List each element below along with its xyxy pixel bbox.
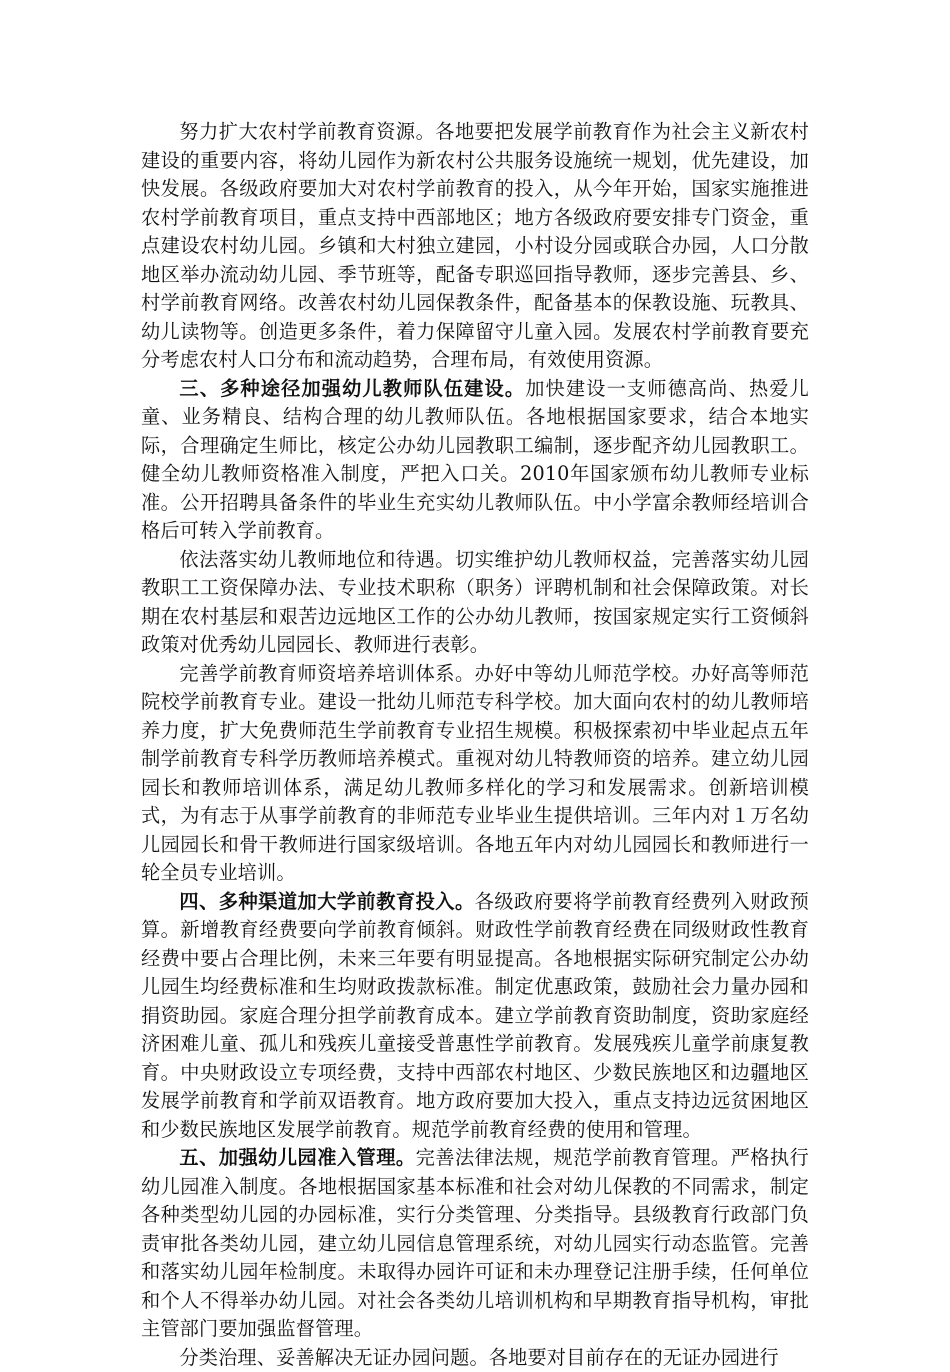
paragraph-section-4-funding [141, 888, 809, 1145]
section-heading: 四、多种渠道加大学前教育投入。 [179, 890, 474, 913]
paragraph-section-3-teachers [141, 375, 809, 546]
paragraph-section-5-admission [141, 1144, 809, 1344]
paragraph-teacher-training [141, 660, 809, 888]
paragraph-text: 完善学前教育师资培养培训体系。办好中等幼儿师范学校。办好高等师范院校学前教育专业。建设一批幼儿师范专科学校。加大面向农村的幼儿教师培养力度，扩大免费师范生学前教育专业招生规模。积极探索初中毕业起点五年制学前教育专科学历教师培养模式。重视对幼儿特教师资的培养。建立幼儿园园长和教师培训体系，满足幼儿教师多样化的学习和发展需求。创新培训模式，为有志于从事学前教育的非师范专业毕业生提供培训。三年内对１万名幼儿园园长和骨干教师进行国家级培训。各地五年内对幼儿园园长和教师进行一轮全员专业培训。 [141, 662, 809, 885]
paragraph-text: 分类治理、妥善解决无证办园问题。各地要对目前存在的无证办园进行 [179, 1346, 778, 1369]
paragraph-text: 各级政府要将学前教育经费列入财政预算。新增教育经费要向学前教育倾斜。财政性学前教育经费在同级财政性教育经费中要占合理比例，未来三年要有明显提高。各地根据实际研究制定公办幼儿园生均经费标准和生均财政拨款标准。制定优惠政策，鼓励社会力量办园和捐资助园。家庭合理分担学前教育成本。建立学前教育资助制度，资助家庭经济困难儿童、孤儿和残疾儿童接受普惠性学前教育。发展残疾儿童学前康复教育。中央财政设立专项经费，支持中西部农村地区、少数民族地区和边疆地区发展学前教育和学前双语教育。地方政府要加大投入，重点支持边远贫困地区和少数民族地区发展学前教育。规范学前教育经费的使用和管理。 [141, 890, 809, 1141]
section-heading: 三、多种途径加强幼儿教师队伍建设。 [179, 377, 525, 400]
document-page [141, 118, 809, 1372]
paragraph-text: 加快建设一支师德高尚、热爱儿童、业务精良、结构合理的幼儿教师队伍。各地根据国家要求，结合本地实际，合理确定生师比，核定公办幼儿园教职工编制，逐步配齐幼儿园教职工。健全幼儿教师资格准入制度，严把入口关。2010年国家颁布幼儿教师专业标准。公开招聘具备条件的毕业生充实幼儿教师队伍。中小学富余教师经培训合格后可转入学前教育。 [141, 377, 809, 543]
paragraph-unlicensed-kindergartens [141, 1344, 809, 1372]
section-heading: 五、加强幼儿园准入管理。 [179, 1146, 415, 1169]
paragraph-rural-resources [141, 118, 809, 375]
paragraph-teacher-status [141, 546, 809, 660]
paragraph-text: 完善法律法规，规范学前教育管理。严格执行幼儿园准入制度。各地根据国家基本标准和社会对幼儿保教的不同需求，制定各种类型幼儿园的办园标准，实行分类管理、分类指导。县级教育行政部门负责审批各类幼儿园，建立幼儿园信息管理系统，对幼儿园实行动态监管。完善和落实幼儿园年检制度。未取得办园许可证和未办理登记注册手续，任何单位和个人不得举办幼儿园。对社会各类幼儿培训机构和早期教育指导机构，审批主管部门要加强监督管理。 [141, 1146, 809, 1340]
paragraph-text: 依法落实幼儿教师地位和待遇。切实维护幼儿教师权益，完善落实幼儿园教职工工资保障办法、专业技术职称（职务）评聘机制和社会保障政策。对长期在农村基层和艰苦边远地区工作的公办幼儿教师，按国家规定实行工资倾斜政策对优秀幼儿园园长、教师进行表彰。 [141, 548, 809, 657]
paragraph-text: 努力扩大农村学前教育资源。各地要把发展学前教育作为社会主义新农村建设的重要内容，将幼儿园作为新农村公共服务设施统一规划，优先建设，加快发展。各级政府要加大对农村学前教育的投入，从今年开始，国家实施推进农村学前教育项目，重点支持中西部地区；地方各级政府要安排专门资金，重点建设农村幼儿园。乡镇和大村独立建园，小村设分园或联合办园，人口分散地区举办流动幼儿园、季节班等，配备专职巡回指导教师，逐步完善县、乡、村学前教育网络。改善农村幼儿园保教条件，配备基本的保教设施、玩教具、幼儿读物等。创造更多条件，着力保障留守儿童入园。发展农村学前教育要充分考虑农村人口分布和流动趋势，合理布局，有效使用资源。 [141, 120, 809, 371]
